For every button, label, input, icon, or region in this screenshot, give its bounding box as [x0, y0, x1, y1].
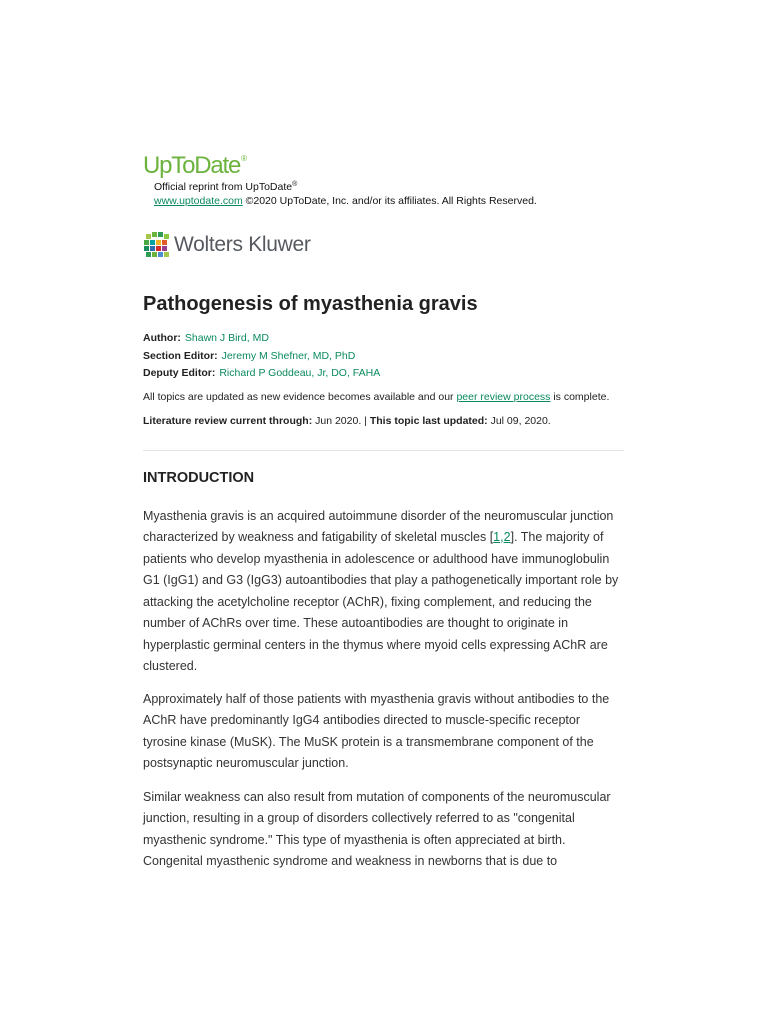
lit-review-value: Jun 2020. |: [315, 414, 367, 427]
paragraph-1-text: Myasthenia gravis is an acquired autoimmune disorder of the neuromuscular junction characterized by weakness and fatigability of skeletal muscles [: [143, 508, 614, 544]
reprint-notice: [154, 180, 624, 208]
peer-review-link[interactable]: peer review process: [456, 390, 551, 403]
deputy-editor-link[interactable]: Richard P Goddeau, Jr, DO, FAHA: [219, 367, 381, 379]
review-dates: [143, 414, 624, 428]
copyright-text: ©2020 UpToDate, Inc. and/or its affiliates. All Rights Reserved.: [245, 195, 537, 207]
uptodate-logo-registered-mark: ®: [241, 154, 248, 163]
author-link[interactable]: Shawn J Bird, MD: [184, 332, 269, 344]
deputy-editor-row: [143, 365, 624, 383]
reprint-registered-mark: ®: [292, 181, 298, 188]
paragraph-2: Approximately half of those patients with myasthenia gravis without antibodies to the AChR have predominantly IgG4 antibodies directed to muscle-specific receptor tyrosine kinase (MuSK). The MuSK protein is a transmembrane component of the postsynaptic neuromuscular junction.: [143, 691, 610, 770]
author-label: Author:: [143, 332, 181, 344]
reprint-page: [143, 152, 624, 873]
uptodate-logo: [143, 152, 624, 180]
last-updated-value: Jul 09, 2020.: [490, 414, 551, 427]
reference-link-2[interactable]: 2: [503, 530, 511, 544]
article-title: Pathogenesis of myasthenia gravis: [143, 293, 478, 315]
uptodate-site-link[interactable]: www.uptodate.com: [154, 195, 243, 207]
update-note: [143, 390, 624, 404]
section-editor-link[interactable]: Jeremy M Shefner, MD, PhD: [221, 349, 356, 362]
section-editor-row: [143, 348, 624, 366]
lit-review-label: Literature review current through:: [143, 414, 313, 427]
reprint-text: Official reprint from UpToDate: [154, 181, 293, 193]
wolters-kluwer-logo: [143, 230, 624, 260]
deputy-editor-label: Deputy Editor:: [143, 367, 216, 379]
update-note-text: All topics are updated as new evidence becomes available and our: [143, 390, 454, 403]
author-row: [143, 330, 624, 348]
last-updated-label: This topic last updated:: [369, 414, 488, 427]
wolters-kluwer-logo-text: Wolters Kluwer: [174, 233, 311, 256]
article-credits: [143, 330, 624, 383]
section-divider: [143, 450, 624, 451]
uptodate-logo-text: UpToDate: [143, 152, 241, 179]
paragraph-1: [143, 506, 624, 678]
reference-separator: ,: [500, 530, 504, 544]
update-note-tail: is complete.: [553, 390, 610, 403]
paragraph-1-text-end: ]. The majority of patients who develop myasthenia in adolescence or adulthood have immunoglobulin G1 (IgG1) and G3 (IgG3) autoantibodies that play a pathogenetically important role by attacking the acetylcholine receptor (AChR), fixing complement, and reducing the number of AChRs over time. These autoantibodies are thought to originate in hyperplastic germinal centers in the thymus where myoid cells expressing AChR are clustered.: [143, 530, 619, 673]
paragraph-3: Similar weakness can also result from mutation of components of the neuromuscular junction, resulting in a group of disorders collectively referred to as "congenital myasthenic syndrome." This type of myasthenia is often appreciated at birth. Congenital myasthenic syndrome and weakness in newborns that is due to: [143, 789, 611, 868]
wolters-kluwer-mark-icon: [143, 231, 171, 259]
section-heading: INTRODUCTION: [143, 469, 255, 486]
reference-link-1[interactable]: 1: [493, 530, 501, 544]
section-editor-label: Section Editor:: [143, 349, 218, 362]
